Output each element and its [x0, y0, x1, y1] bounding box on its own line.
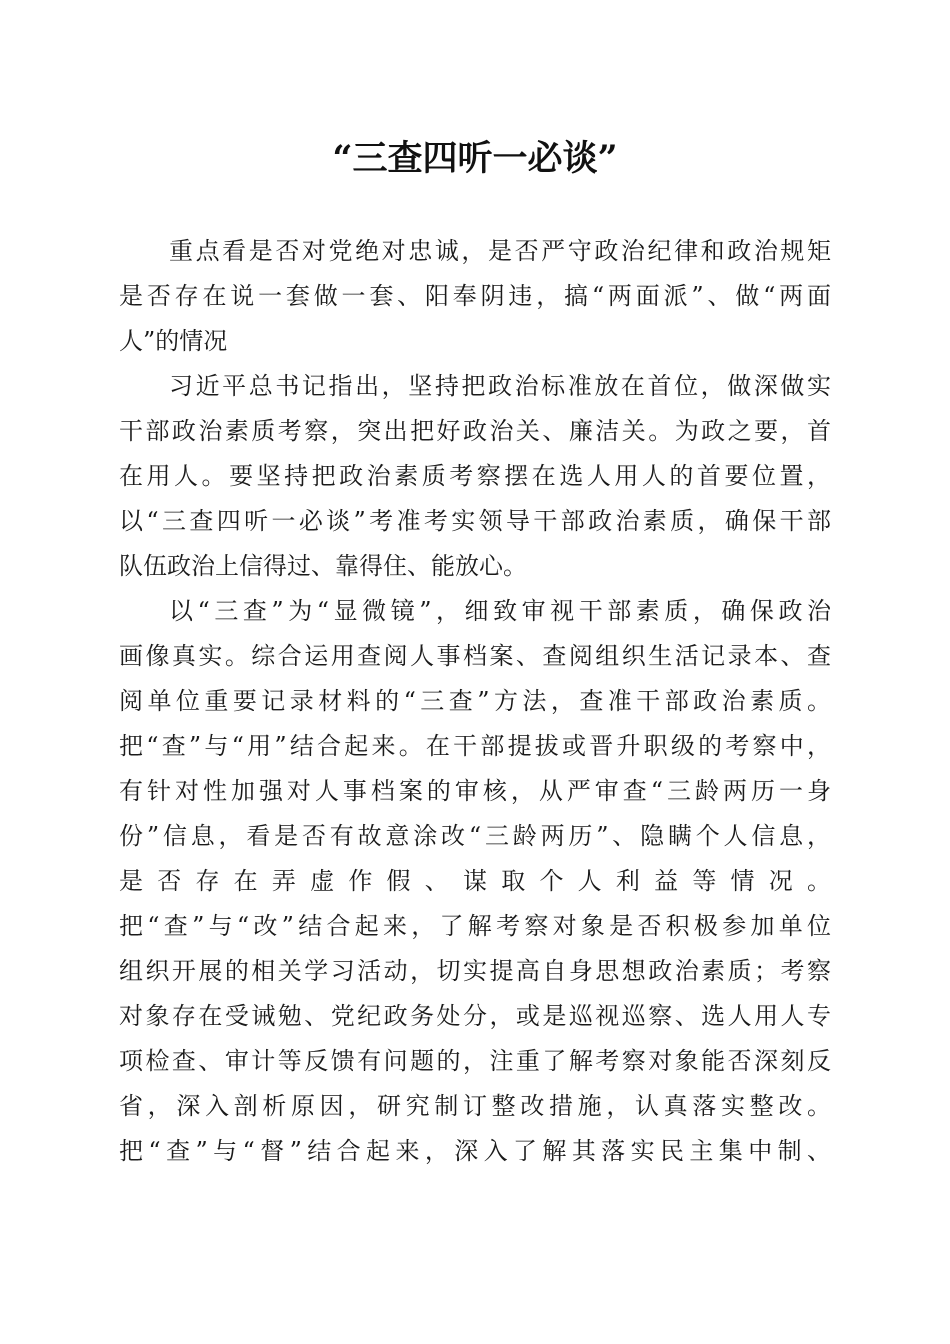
text-line: 是否存在弄虚作假、谋取个人利益等情况。: [119, 867, 831, 895]
paragraph-1: [119, 229, 831, 364]
text-line: 习近平总书记指出，坚持把政治标准放在首位，做深做实: [169, 372, 831, 400]
text-line: 项检查、审计等反馈有问题的，注重了解考察对象能否深刻反: [119, 1047, 831, 1075]
text-line: 以“三查四听一必谈”考准考实领导干部政治素质，确保干部: [119, 507, 831, 535]
text-line: 把“查”与“改”结合起来，了解考察对象是否积极参加单位: [119, 912, 831, 940]
text-line: 对象存在受诫勉、党纪政务处分，或是巡视巡察、选人用人专: [119, 1002, 831, 1030]
text-line: 在用人。要坚持把政治素质考察摆在选人用人的首要位置，: [119, 462, 831, 490]
text-line: 以“三查”为“显微镜”，细致审视干部素质，确保政治: [169, 597, 831, 625]
text-line: 阅单位重要记录材料的“三查”方法，查准干部政治素质。: [119, 687, 831, 715]
text-line: 干部政治素质考察，突出把好政治关、廉洁关。为政之要，首: [119, 417, 831, 445]
text-line: 把“查”与“督”结合起来，深入了解其落实民主集中制、: [119, 1137, 831, 1165]
text-line: 人”的情况: [119, 327, 228, 355]
document-title: “三查四听一必谈”: [332, 138, 618, 179]
text-line: 有针对性加强对人事档案的审核，从严审查“三龄两历一身: [119, 777, 831, 805]
text-line: 把“查”与“用”结合起来。在干部提拔或晋升职级的考察中，: [119, 732, 831, 760]
text-line: 是否存在说一套做一套、阳奉阴违，搞“两面派”、做“两面: [119, 282, 831, 310]
paragraph-2: [119, 364, 831, 589]
text-line: 份”信息，看是否有故意涂改“三龄两历”、隐瞒个人信息，: [119, 822, 831, 850]
text-line: 组织开展的相关学习活动，切实提高自身思想政治素质；考察: [119, 957, 831, 985]
text-line: 省，深入剖析原因，研究制订整改措施，认真落实整改。: [119, 1092, 831, 1120]
text-line: 队伍政治上信得过、靠得住、能放心。: [119, 552, 527, 580]
paragraph-3: [119, 589, 831, 1174]
text-line: 重点看是否对党绝对忠诚，是否严守政治纪律和政治规矩: [169, 237, 831, 265]
document-body: [119, 229, 831, 1174]
text-line: 画像真实。综合运用查阅人事档案、查阅组织生活记录本、查: [119, 642, 831, 670]
